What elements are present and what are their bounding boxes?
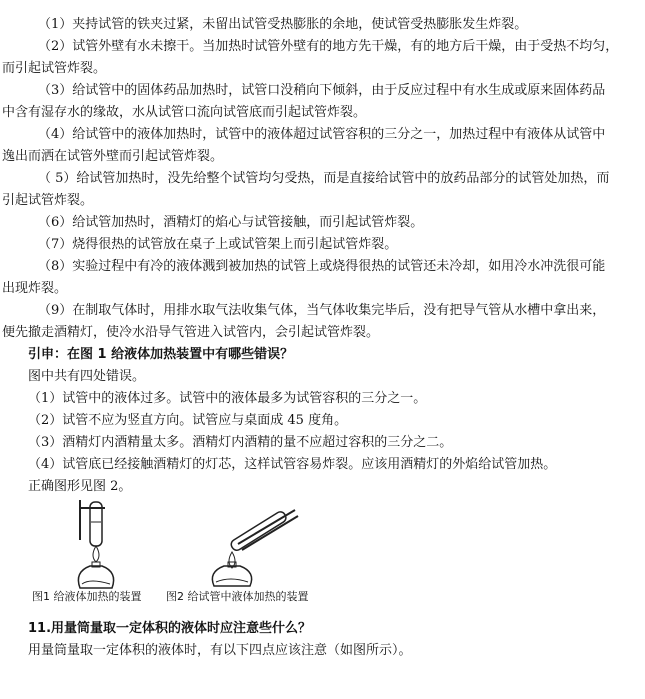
- paragraph-line: 中含有湿存水的缘故，水从试管口流向试管底而引起试管炸裂。: [2, 105, 367, 120]
- figure-2-apparatus: [200, 496, 310, 588]
- paragraph-line: （7）烧得很热的试管放在桌子上或试管架上而引起试管炸裂。: [38, 237, 398, 252]
- extension-title: 引申：在图 1 给液体加热装置中有哪些错误？: [28, 347, 294, 362]
- paragraph-line: （9）在制取气体时，用排水取气法收集气体，当气体收集完毕后，没有把导气管从水槽中拿出来，: [38, 303, 606, 318]
- paragraph-line: （6）给试管加热时，酒精灯的焰心与试管接触，而引起试管炸裂。: [38, 215, 424, 230]
- figure-2-caption: 图2 给试管中液体加热的装置: [166, 590, 309, 603]
- paragraph-line: （2）试管外壁有水未擦干。当加热时试管外壁有的地方先干燥，有的地方后干燥，由于受热不均匀，: [38, 39, 619, 54]
- error-item: （4）试管底已经接触酒精灯的灯芯，这样试管容易炸裂。应该用酒精灯的外焰给试管加热。: [28, 457, 557, 472]
- paragraph-line: （4）给试管中的液体加热时，试管中的液体超过试管容积的三分之一，加热过程中有液体从试管中: [38, 127, 606, 142]
- paragraph-line: （ 5）给试管加热时，没先给整个试管均匀受热，而是直接给试管中的放药品部分的试管处加热，而: [38, 171, 610, 186]
- section-body: 用量筒量取一定体积的液体时，有以下四点应该注意（如图所示）。: [28, 643, 412, 658]
- error-item: （2）试管不应为竖直方向。试管应与桌面成 45 度角。: [28, 413, 348, 428]
- paragraph-line: （1）夹持试管的铁夹过紧，未留出试管受热膨胀的余地，使试管受热膨胀发生炸裂。: [38, 17, 528, 32]
- paragraph-line: （3）给试管中的固体药品加热时，试管口没稍向下倾斜，由于反应过程中有水生成或原来固体药品: [38, 83, 606, 98]
- paragraph-line: 便先撤走酒精灯，使冷水沿导气管进入试管内，会引起试管炸裂。: [2, 325, 380, 340]
- paragraph-line: 而引起试管炸裂。: [2, 61, 107, 76]
- section-title: 11.用量筒量取一定体积的液体时应注意些什么？: [28, 621, 312, 636]
- figure-1-caption: 图1 给液体加热的装置: [32, 590, 142, 603]
- error-item: （1）试管中的液体过多。试管中的液体最多为试管容积的三分之一。: [28, 391, 427, 406]
- paragraph-line: 出现炸裂。: [2, 281, 68, 296]
- paragraph-line: （8）实验过程中有冷的液体溅到被加热的试管上或烧得很热的试管还未冷却，如用冷水冲洗很可能: [38, 259, 606, 274]
- paragraph-line: 逸出而洒在试管外壁而引起试管炸裂。: [2, 149, 224, 164]
- error-item: （3）酒精灯内酒精量太多。酒精灯内酒精的量不应超过容积的三分之二。: [28, 435, 453, 450]
- extension-intro: 图中共有四处错误。: [28, 369, 146, 384]
- figure-1-apparatus: [60, 500, 140, 590]
- correct-figure-reference: 正确图形见图 2。: [28, 479, 132, 494]
- paragraph-line: 引起试管炸裂。: [2, 193, 94, 208]
